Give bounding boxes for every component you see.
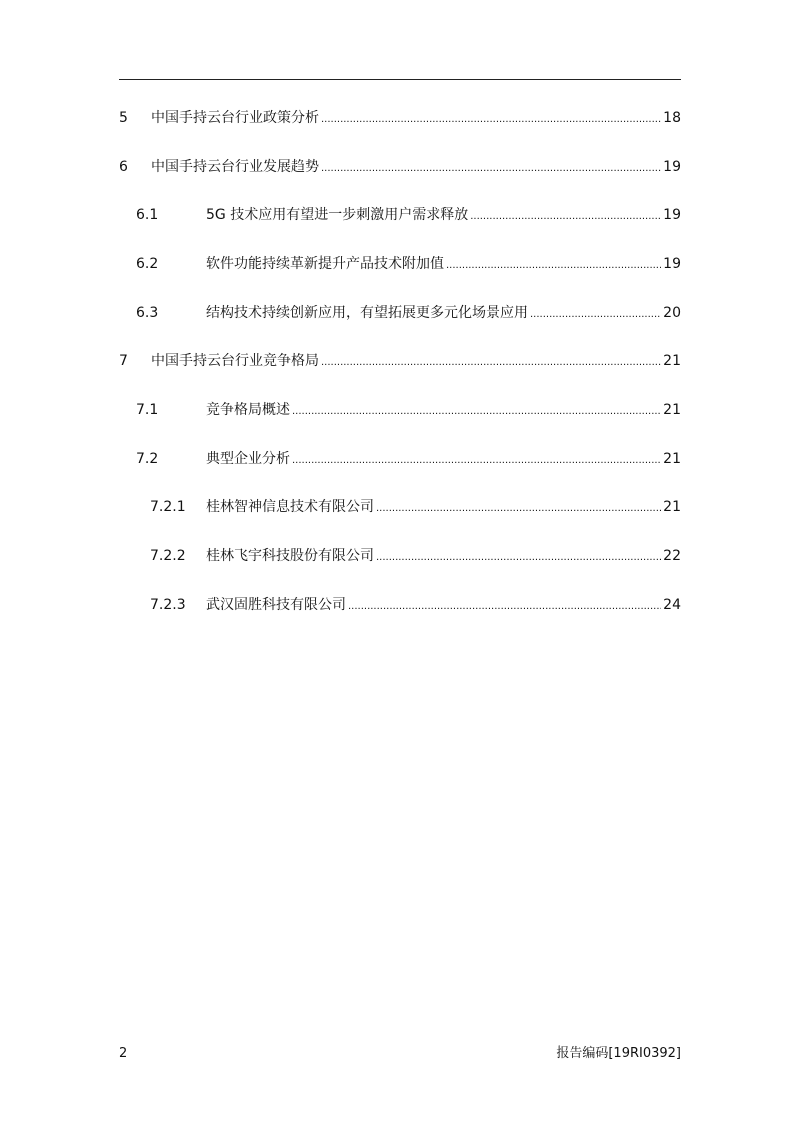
toc-entry-6[interactable] xyxy=(119,155,681,179)
toc-number: 7.2 xyxy=(136,451,159,467)
toc-entry-7[interactable] xyxy=(119,349,681,373)
toc-page: 18 xyxy=(663,110,681,126)
header-rule xyxy=(119,79,681,80)
toc-title: 武汉固胜科技有限公司 xyxy=(206,597,346,613)
footer-report-code: 报告编码[19RI0392] xyxy=(556,1046,681,1061)
toc-title: 软件功能持续革新提升产品技术附加值 xyxy=(206,256,444,272)
toc-page: 24 xyxy=(663,597,681,613)
toc-leader xyxy=(292,400,661,424)
toc-number: 7.2.1 xyxy=(150,499,186,515)
toc-leader xyxy=(321,351,661,375)
toc-page: 21 xyxy=(663,353,681,369)
footer-page-number: 2 xyxy=(119,1046,128,1061)
toc-page: 19 xyxy=(663,256,681,272)
toc-page: 20 xyxy=(663,305,681,321)
toc-title: 典型企业分析 xyxy=(206,451,290,467)
toc-entry-7-1[interactable] xyxy=(119,398,681,422)
toc-leader xyxy=(376,497,661,521)
toc-entry-6-2[interactable] xyxy=(119,252,681,276)
toc-page: 21 xyxy=(663,499,681,515)
toc-title: 中国手持云台行业政策分析 xyxy=(151,110,319,126)
toc-leader xyxy=(321,108,661,132)
toc-page: 21 xyxy=(663,402,681,418)
toc-number: 7 xyxy=(119,353,128,369)
toc-leader xyxy=(292,449,661,473)
toc-page: 19 xyxy=(663,159,681,175)
toc-entry-5[interactable] xyxy=(119,106,681,130)
toc-entry-7-2-1[interactable] xyxy=(119,495,681,519)
toc-leader xyxy=(470,205,661,229)
toc-number: 6.1 xyxy=(136,207,159,223)
toc-entry-7-2-2[interactable] xyxy=(119,544,681,568)
toc-number: 7.1 xyxy=(136,402,159,418)
toc-number: 7.2.2 xyxy=(150,548,186,564)
toc-page: 21 xyxy=(663,451,681,467)
toc-number: 6 xyxy=(119,159,128,175)
toc-title: 中国手持云台行业竞争格局 xyxy=(151,353,319,369)
toc-title: 中国手持云台行业发展趋势 xyxy=(151,159,319,175)
toc-entry-6-1[interactable] xyxy=(119,203,681,227)
toc-title: 桂林飞宇科技股份有限公司 xyxy=(206,548,374,564)
toc-leader xyxy=(446,254,661,278)
toc-entry-7-2[interactable] xyxy=(119,447,681,471)
toc-title: 结构技术持续创新应用，有望拓展更多元化场景应用 xyxy=(206,305,528,321)
toc-number: 6.2 xyxy=(136,256,159,272)
toc-page: 22 xyxy=(663,548,681,564)
toc-leader xyxy=(321,157,661,181)
toc-leader xyxy=(348,595,661,619)
toc-leader xyxy=(530,303,661,327)
toc-number: 6.3 xyxy=(136,305,159,321)
toc-page: 19 xyxy=(663,207,681,223)
toc-title: 竞争格局概述 xyxy=(206,402,290,418)
toc-title: 5G 技术应用有望进一步刺激用户需求释放 xyxy=(206,207,469,223)
toc-entry-7-2-3[interactable] xyxy=(119,593,681,617)
toc-number: 5 xyxy=(119,110,128,126)
toc-entry-6-3[interactable] xyxy=(119,301,681,325)
toc-number: 7.2.3 xyxy=(150,597,186,613)
toc-title: 桂林智神信息技术有限公司 xyxy=(206,499,374,515)
toc-leader xyxy=(376,546,661,570)
